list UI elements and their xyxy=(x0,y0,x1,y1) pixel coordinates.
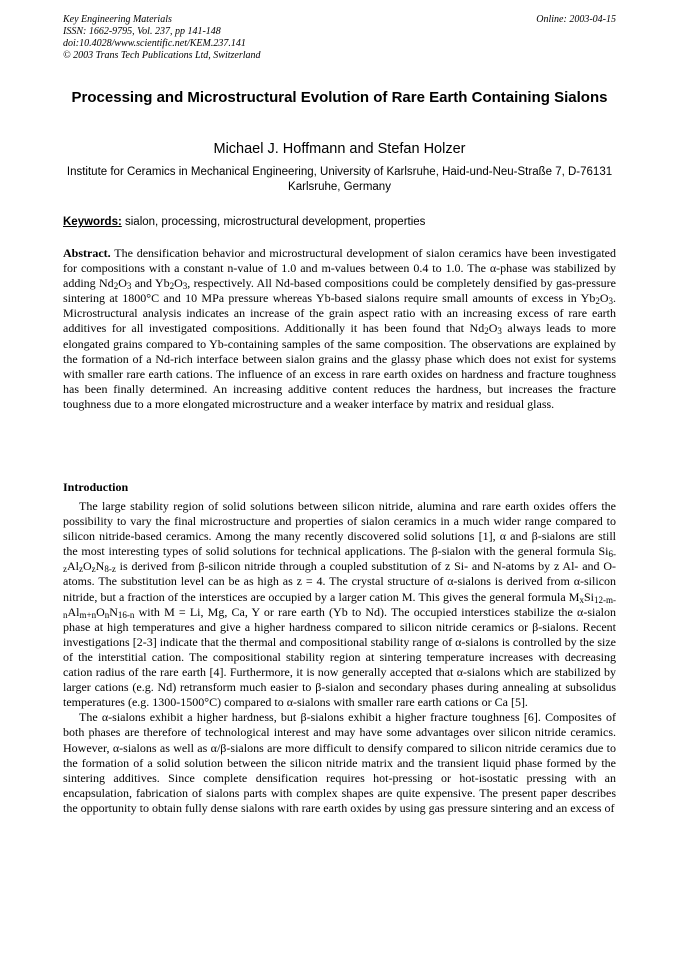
keywords-line xyxy=(63,215,616,230)
journal-doi[interactable]: doi:10.4028/www.scientific.net/KEM.237.141 xyxy=(63,38,246,49)
subscript: z xyxy=(91,564,96,575)
intro-paragraph-2: The α-sialons exhibit a higher hardness, but β-sialons exhibit a higher fracture toughness [6]. Composites of both phases are therefore of technological interest and may have some advantages over silicon nitride ceramics. However, α-sialons as well as α/β-sialons are more difficult to densify compared to silicon nitride ceramics due to the formation of a solid solution between the silicon nitride matrix and the transient liquid phase formed by the sintering additives. Since complete densification requires hot-pressing or hot-isostatic pressing with an encapsulation, fabrication of sialons parts with complex shapes are quite expensive. The present paper describes the opportunity to obtain fully dense sialons with rare earth oxides by using gas pressure sintering and an excess of xyxy=(63,710,616,815)
subscript: 16-n xyxy=(117,609,135,620)
journal-name: Key Engineering Materials xyxy=(63,14,172,25)
abstract-text: O xyxy=(174,276,183,291)
subscript: 2 xyxy=(484,326,489,337)
section-heading-introduction: Introduction xyxy=(63,480,129,494)
intro-text: N xyxy=(95,559,105,574)
journal-header xyxy=(63,14,616,62)
intro-text: The large stability region of solid solutions between silicon nitride, alumina and rare earth oxides offers the possibility to vary the final microstructure and properties of sialon ceramics in a much wider range compared to silicon nitride-based ceramics. Among the many recently discovered solid solutions [1], α and β-sialons are still the most interesting types of solid solutions for technical applications. The β-sialon with the general formula Si xyxy=(63,499,616,559)
intro-text: Al xyxy=(67,559,79,574)
subscript: 3 xyxy=(182,281,188,292)
intro-text: N xyxy=(109,604,118,619)
journal-issn: ISSN: 1662-9795, Vol. 237, pp 141-148 xyxy=(63,26,221,37)
subscript: 2 xyxy=(169,281,175,292)
subscript: x xyxy=(579,594,584,605)
subscript: n xyxy=(104,609,110,620)
introduction-section xyxy=(63,499,616,816)
subscript: 2 xyxy=(595,296,600,307)
subscript: 3 xyxy=(608,296,613,307)
paper-title: Processing and Microstructural Evolution of Rare Earth Containing Sialons xyxy=(71,89,608,106)
abstract-label: Abstract. xyxy=(63,246,111,260)
abstract-text: always leads to more elongated grains compared to Yb-containing samples of the same composition. The observations are explained by the formation of a Nd-rich interface between sialon grains and the glassy phase which does not exist for systems with smaller rare earth cations. The influence of an excess in rare earth oxides on hardness and fracture toughness has been finally determined. An increasing additive content reduces the hardness, but increases the fracture toughness due to a more elongated microstructure and a weaker interface by matrix and residual glass. xyxy=(63,321,616,411)
subscript: z xyxy=(79,564,83,575)
intro-text: is derived from β-silicon nitride through a coupled substitution of z Si- and N-atoms by z Al- and O-atoms. The substitution level can be as high as z = 4. The crystal structure of α-sialons is derived from α-silicon nitride, but a fraction of the interstices are occupied by a larger cation M. This gives the general formula M xyxy=(63,559,616,604)
abstract-text: The densification behavior and microstructural development of sialon ceramics have been investigated for compositions with a constant n-value of 1.0 and m-values between 0.4 to 1.0. The α-phase was stabilized by adding Nd xyxy=(63,246,616,291)
abstract-text: O xyxy=(488,321,498,336)
intro-text: Si xyxy=(583,589,594,604)
journal-copyright: © 2003 Trans Tech Publications Ltd, Switzerland xyxy=(63,50,261,61)
paper-authors: Michael J. Hoffmann and Stefan Holzer xyxy=(213,141,466,157)
intro-paragraph-1 xyxy=(63,499,616,710)
keywords-text: sialon, processing, microstructural development, properties xyxy=(125,216,426,228)
paper-affiliation: Institute for Ceramics in Mechanical Engineering, University of Karlsruhe, Haid-und-Neu-Straße 7, D-76131 Karlsruhe, Germany xyxy=(66,166,613,193)
keywords-label: Keywords: xyxy=(63,216,122,228)
subscript: m+n xyxy=(79,609,97,620)
subscript: 8-z xyxy=(104,564,116,575)
abstract-text: , respectively. All Nd-based compositions could be completely densified by gas-pressure sintering at 1800°C and 10 MPa pressure whereas Yb-based sialons require small amounts of excess in Yb xyxy=(63,276,616,306)
intro-text: O xyxy=(83,559,92,574)
subscript: 3 xyxy=(126,281,132,292)
abstract-text: . Microstructural analysis indicates an increase of the grain aspect ratio with an increasing excess of rare earth additives for all investigated compositions. Additionally it has been found that Nd xyxy=(63,291,616,336)
abstract-text: O xyxy=(599,291,609,306)
subscript: 3 xyxy=(497,326,502,337)
abstract-text: O xyxy=(118,276,127,291)
subscript: 6-z xyxy=(63,549,616,575)
intro-text: Al xyxy=(67,604,80,619)
intro-text: with M = Li, Mg, Ca, Y or rare earth (Yb to Nd). The occupied interstices stabilize the α-sialon phase at high temperatures and give a higher hardness compared to silicon nitride ceramics or β-sialons. Recent investigations [2-3] indicate that the thermal and compositional stability range of α-sialons is controlled by the size of the interstitial cation. The compositional stability region at sintering temperature increases with decreasing cation radius of the rare earth [4]. Furthermore, it is now generally accepted that α-sialons which are stabilized by larger cations (e.g. Nd) retransform much easier to β-sialon and secondary phases during annealing at subsolidus temperatures (e.g. 1300-1500°C) compared to α-sialons with smaller rare earth cations or Ca [5]. xyxy=(63,604,616,710)
intro-text: O xyxy=(96,604,105,619)
subscript: 12-m-n xyxy=(63,594,616,620)
abstract-paragraph xyxy=(63,246,616,412)
online-date: Online: 2003-04-15 xyxy=(536,14,616,25)
subscript: 2 xyxy=(113,281,119,292)
abstract-text: and Yb xyxy=(131,276,170,291)
